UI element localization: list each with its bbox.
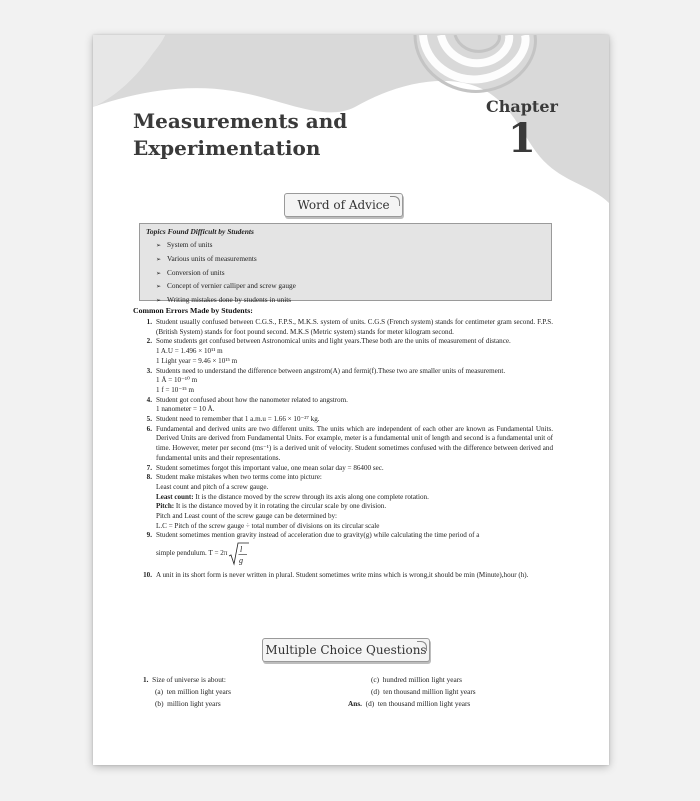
topics-heading: Topics Found Difficult by Students: [146, 227, 254, 236]
page-curl-icon: [390, 196, 400, 206]
list-item: ➢ Writing mistakes done by students in units: [156, 294, 296, 308]
chapter-title: Measurements and Experimentation: [133, 109, 348, 160]
arrow-bullet-icon: ➢: [156, 243, 162, 249]
topics-list: [156, 239, 296, 308]
arrow-bullet-icon: ➢: [156, 284, 162, 291]
chapter-label: Chapter: [486, 97, 558, 116]
error-item-10: 10. A unit in its short form is never written in plural. Student sometimes write mins which is wrong,it should be min (Minute),hour (h).: [143, 571, 529, 580]
least-count-term: Least count:: [156, 492, 194, 501]
error-item-5: 5. Student need to remember that 1 a.m.u = 1.66 × 10⁻²⁷ kg.: [146, 415, 320, 424]
pendulum-formula-sqrt: [228, 541, 250, 567]
error-item-9: 9. Student sometimes mention gravity instead of acceleration due to gravity(g) while calculating the time period of a simple pendulum. T = 2π l g: [146, 531, 480, 566]
option-b: (b) million light years: [155, 699, 221, 708]
mcq-label: Multiple Choice Questions: [265, 643, 427, 657]
pitch-term: Pitch:: [156, 502, 175, 511]
pendulum-formula-text: simple pendulum. T = 2π: [156, 549, 228, 558]
arrow-bullet-icon: ➢: [156, 256, 162, 263]
option-a: (a) ten million light years: [155, 687, 232, 696]
word-of-advice-label: Word of Advice: [297, 198, 390, 212]
book-page: [93, 35, 609, 765]
error-item-1: 1. Student usually confused between C.G.S., F.P.S., M.K.S. system of units. C.G.S (French system) stands for centimeter gram second. F.P.S. (British System) stands for foot pound second. M.K.S (Metric system) stands for meter kilogram second.: [146, 318, 553, 336]
error-item-3: 3. Students need to understand the difference between angstrom(A) and fermi(f).These two are smaller units of measurement. 1 Å = 10⁻¹⁰ m 1 f = 10⁻¹⁵ m: [146, 366, 506, 394]
mcq-heading: [262, 638, 430, 662]
error-item-2: 2. Some students get confused between Astronomical units and light years.These both are the units of measurement of distance. 1 A.U = 1.496 × 10¹¹ m 1 Light year = 9.46 × 10¹⁵ m: [146, 337, 511, 365]
common-errors-list: [133, 318, 553, 581]
option-d: (d) ten thousand million light years: [371, 687, 476, 696]
error-item-7: 7. Student sometimes forgot this important value, one mean solar day = 86400 sec.: [146, 463, 384, 472]
common-errors-heading: Common Errors Made by Students:: [133, 306, 253, 315]
arrow-bullet-icon: ➢: [156, 298, 162, 305]
chapter-number: 1: [508, 115, 536, 162]
difficult-topics-box: [139, 223, 552, 305]
question-text: 1. Size of universe is about:: [143, 675, 226, 684]
answer-line: Ans. (d) ten thousand million light years: [348, 699, 471, 708]
word-of-advice-heading: [284, 193, 403, 217]
list-item: ➢ Conversion of units: [156, 267, 296, 281]
page-curl-icon: [417, 641, 427, 651]
svg-text:g: g: [239, 556, 244, 566]
list-item: ➢ Various units of measurements: [156, 253, 296, 267]
list-item: ➢ Concept of vernier calliper and screw gauge: [156, 280, 296, 294]
error-item-4: 4. Student got confused about how the nanometer related to angstrom. 1 nanometer = 10 Å.: [146, 395, 348, 414]
arrow-bullet-icon: ➢: [156, 270, 162, 277]
list-item: ➢ System of units: [156, 239, 296, 253]
error-item-6: 6. Fundamental and derived units are two different units. The units which are independent of each other are known as Fundamental Units. Derived Units are derived from Fundamental Units. For example, meter is a fundamental unit of length and second is a fundamental unit of time. However, meter per second (ms⁻¹) is a derived unit of velocity. Student sometimes confused with the difference between derived and fundamental units and their representations.: [146, 424, 553, 462]
error-item-8: 8. Student make mistakes when two terms come into picture: Least count and pitch of a screw gauge. Least count: It is the distance moved by the screw through its axis along one complete rotation. Pitch: It is the distance moved by it in rotating the circular scale by one division. Pitch and Least count of the screw gauge can be determined by: L.C = Pitch of the screw gauge ÷ total number of divisions on its circular scale: [146, 473, 429, 530]
svg-text:l: l: [240, 545, 243, 555]
option-c: (c) hundred million light years: [371, 675, 463, 684]
